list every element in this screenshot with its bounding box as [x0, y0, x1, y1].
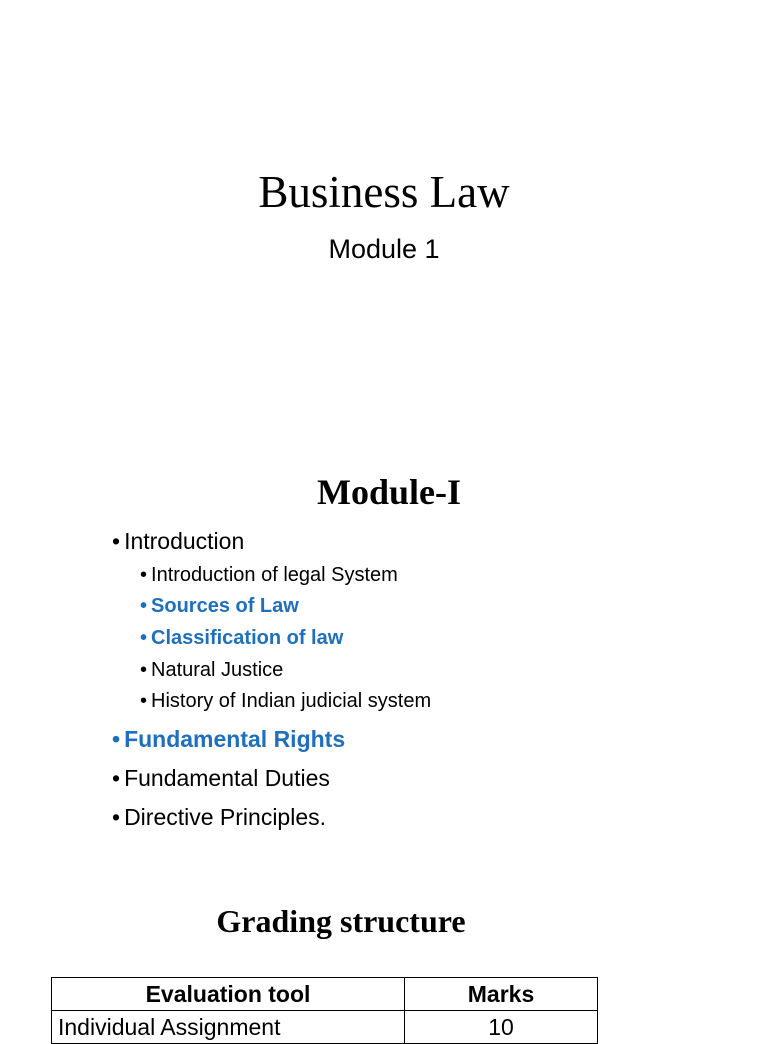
bullet-dot-icon: •	[112, 765, 121, 791]
bullet-dot-icon: •	[140, 595, 148, 617]
slide-title: Business Law	[258, 167, 510, 217]
bullet-dot-icon: •	[112, 528, 121, 554]
column-header-marks: Marks	[405, 978, 598, 1011]
bullet-text: Fundamental Duties	[124, 765, 330, 791]
bullet-sources-of-law	[140, 593, 299, 619]
column-header-evaluation-tool: Evaluation tool	[52, 978, 405, 1011]
table-header-row	[52, 978, 598, 1011]
bullet-dot-icon: •	[140, 659, 148, 681]
bullet-classification-of-law	[140, 625, 343, 651]
slide-subtitle: Module 1	[328, 234, 440, 264]
bullet-text: Introduction of legal System	[151, 564, 398, 586]
bullet-fundamental-duties	[112, 763, 330, 793]
grading-table	[51, 977, 598, 1044]
table-row	[52, 1011, 598, 1044]
bullet-text: Fundamental Rights	[124, 726, 346, 752]
grading-heading: Grading structure	[216, 903, 466, 939]
bullet-natural-justice	[140, 657, 283, 683]
bullet-directive-principles	[112, 802, 326, 832]
bullet-dot-icon: •	[140, 690, 148, 712]
bullet-text: Natural Justice	[151, 659, 284, 681]
module-heading: Module-I	[317, 472, 461, 512]
bullet-dot-icon: •	[140, 564, 148, 586]
bullet-text: Sources of Law	[151, 595, 299, 617]
bullet-introduction	[112, 526, 244, 556]
bullet-fundamental-rights	[112, 724, 345, 754]
bullet-text: Introduction	[124, 528, 245, 554]
table-cell-evaluation-tool: Individual Assignment	[52, 1011, 405, 1044]
bullet-dot-icon: •	[112, 726, 121, 752]
bullet-text: Classification of law	[151, 627, 344, 649]
bullet-text: History of Indian judicial system	[151, 690, 432, 712]
bullet-history-judicial-system	[140, 688, 431, 714]
bullet-text: Directive Principles.	[124, 804, 327, 830]
bullet-intro-legal-system	[140, 562, 398, 588]
table-cell-marks: 10	[405, 1011, 598, 1044]
bullet-dot-icon: •	[112, 804, 121, 830]
bullet-dot-icon: •	[140, 627, 148, 649]
